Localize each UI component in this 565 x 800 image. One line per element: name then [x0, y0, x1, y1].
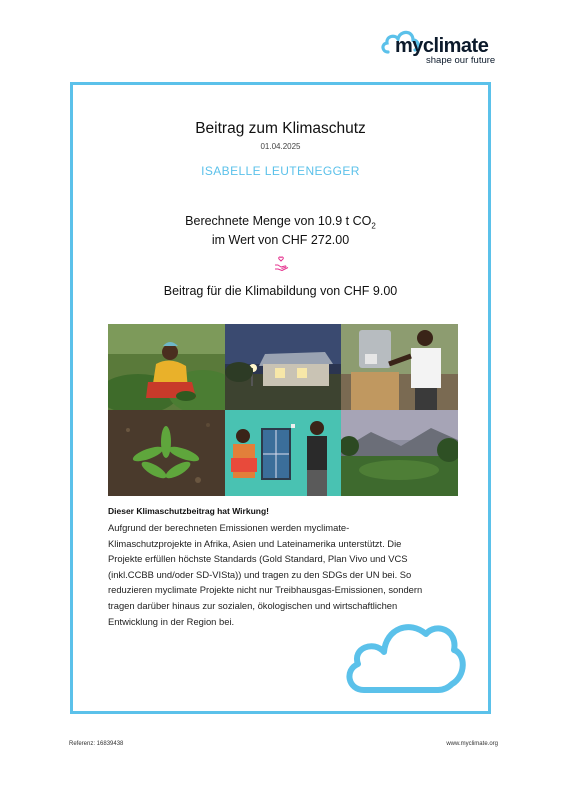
co2-amount-text: Berechnete Menge von 10.9 t CO [185, 214, 372, 228]
certificate-date: 01.04.2025 [260, 142, 301, 151]
body-line: Aufgrund der berechneten Emissionen werden myclimate- [108, 522, 350, 533]
man-water-filter-photo [341, 324, 458, 410]
reference-number: Referenz: 16839438 [69, 741, 124, 747]
co2-subscript: 2 [371, 221, 376, 231]
solar-building-night-photo [225, 324, 341, 410]
woman-harvesting-photo [108, 324, 225, 410]
brand-tagline: shape our future [426, 55, 496, 66]
body-line: Klimaschutzprojekte in Afrika, Asien und Lateinamerika unterstützt. Die [108, 537, 402, 549]
co2-amount [70, 214, 491, 231]
body-line: reduzieren myclimate Projekte nicht nur Treibhausgas-Emissionen, sondern [108, 584, 423, 596]
impact-description [108, 520, 458, 629]
myclimate-logo [380, 26, 502, 66]
body-line: Projekte erfüllen höchste Standards (Gold Standard, Plan Vivo und VCS [108, 553, 408, 565]
education-contribution: Beitrag für die Klimabildung von CHF 9.00 [163, 284, 398, 298]
forest-landscape-photo [341, 410, 458, 496]
couple-solar-panel-photo [225, 410, 341, 496]
impact-heading: Dieser Klimaschutzbeitrag hat Wirkung! [108, 506, 269, 516]
cloud-decoration-icon [340, 614, 468, 696]
chf-value: im Wert von CHF 272.00 [211, 233, 350, 247]
project-photo-grid [108, 324, 458, 496]
body-line: Entwicklung in der Region bei. [108, 615, 235, 627]
website-link[interactable]: www.myclimate.org [446, 741, 498, 747]
certificate-title: Beitrag zum Klimaschutz [195, 120, 366, 137]
seedling-soil-photo [108, 410, 225, 496]
hand-heart-icon [274, 256, 290, 272]
brand-name: myclimate [395, 35, 489, 57]
body-line: (inkl.CCBB und/oder SD-VISta)) und tragen zu den SDGs der UN bei. So [108, 568, 412, 580]
body-line: tragen darüber hinaus zur sozialen, ökologischen und wirtschaftlichen [108, 599, 398, 611]
recipient-name: ISABELLE LEUTENEGGER [201, 164, 360, 178]
